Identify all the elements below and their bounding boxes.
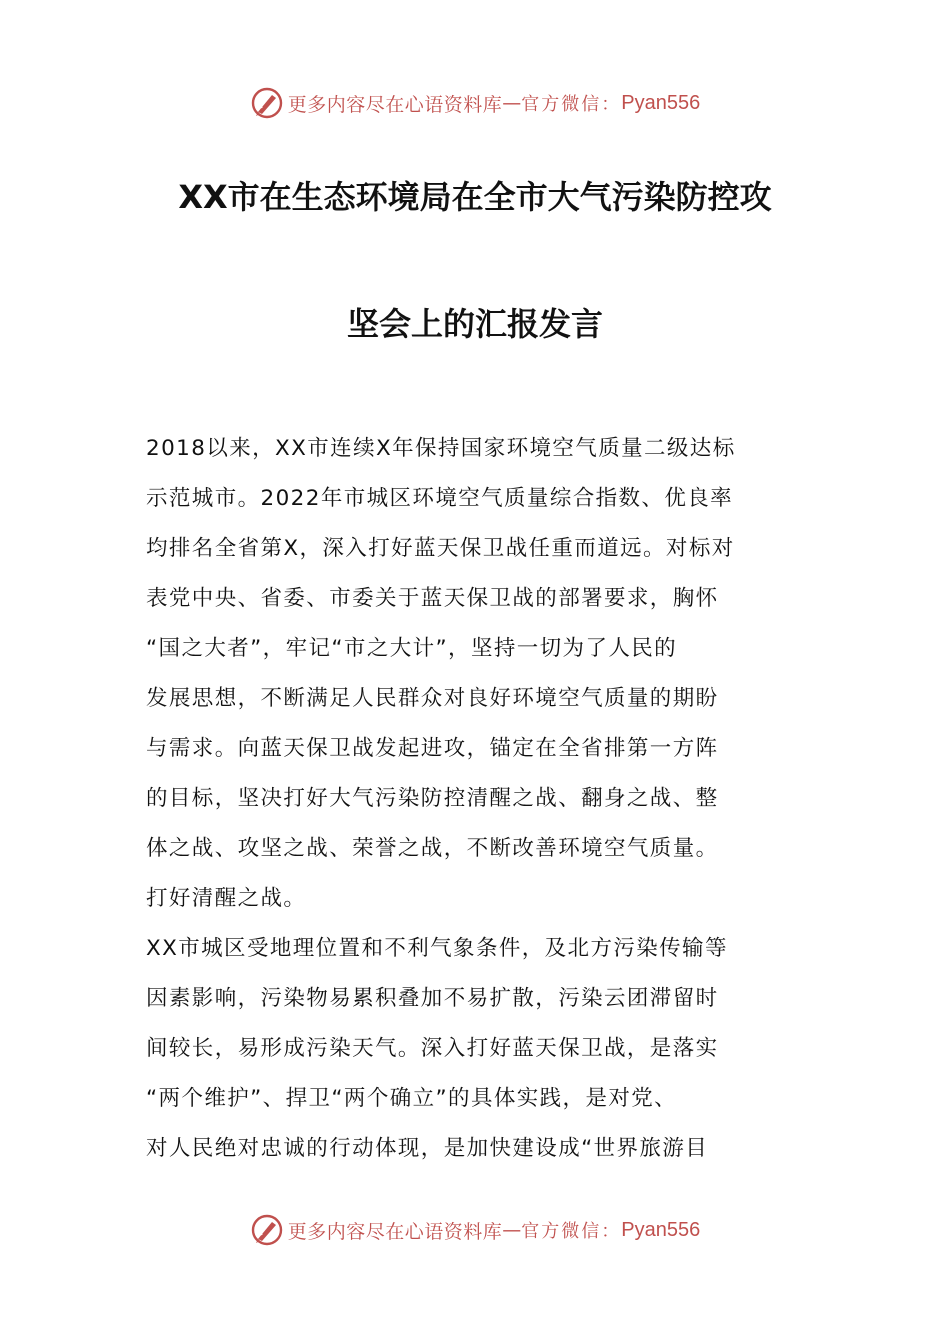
body-line: 均排名全省第X，深入打好蓝天保卫战任重而道远。对标对 [146,536,735,561]
body-line: 间较长，易形成污染天气。深入打好蓝天保卫战，是落实 [146,1036,719,1061]
body-line: 表党中央、省委、市委关于蓝天保卫战的部署要求，胸怀 [146,586,719,611]
pen-logo-icon [250,1213,284,1247]
banner-wechat-id: Pyan556 [621,1218,701,1241]
banner-label: 官方微信： [521,94,622,115]
body-line: 体之战、攻坚之战、荣誉之战，不断改善环境空气质量。 [146,836,719,861]
body-line: 示范城市。2022年市城区环境空气质量综合指数、优良率 [146,486,734,511]
banner-text: 更多内容尽在心语资料库 [287,93,503,116]
document-title-line-2: 坚会上的汇报发言 [346,305,603,343]
body-line: 发展思想，不断满足人民群众对良好环境空气质量的期盼 [146,686,719,711]
footer-banner [0,1210,950,1250]
body-line: “两个维护”、捍卫“两个确立”的具体实践，是对党、 [146,1086,678,1111]
body-line: 2018以来，XX市连续X年保持国家环境空气质量二级达标 [146,436,736,461]
banner-label: 官方微信： [521,1221,622,1242]
body-line: 对人民绝对忠诚的行动体现，是加快建设成“世界旅游目 [146,1136,709,1161]
banner-separator: — [502,1219,522,1241]
document-title-line-1: XX市在生态环境局在全市大气污染防控攻 [178,178,772,216]
document-body [146,424,816,1174]
body-line: XX市城区受地理位置和不利气象条件，及北方污染传输等 [146,936,728,961]
pen-logo-icon [250,86,284,120]
section-heading: 打好清醒之战。 [146,886,307,911]
banner-separator: — [502,92,522,114]
body-line: “国之大者”，牢记“市之大计”，坚持一切为了人民的 [146,636,678,661]
banner-wechat-id: Pyan556 [621,91,701,114]
body-line: 的目标，坚决打好大气污染防控清醒之战、翻身之战、整 [146,786,719,811]
body-line: 与需求。向蓝天保卫战发起进攻，锚定在全省排第一方阵 [146,736,719,761]
header-banner [0,83,950,123]
body-line: 因素影响，污染物易累积叠加不易扩散，污染云团滞留时 [146,986,719,1011]
banner-text: 更多内容尽在心语资料库 [287,1220,503,1243]
